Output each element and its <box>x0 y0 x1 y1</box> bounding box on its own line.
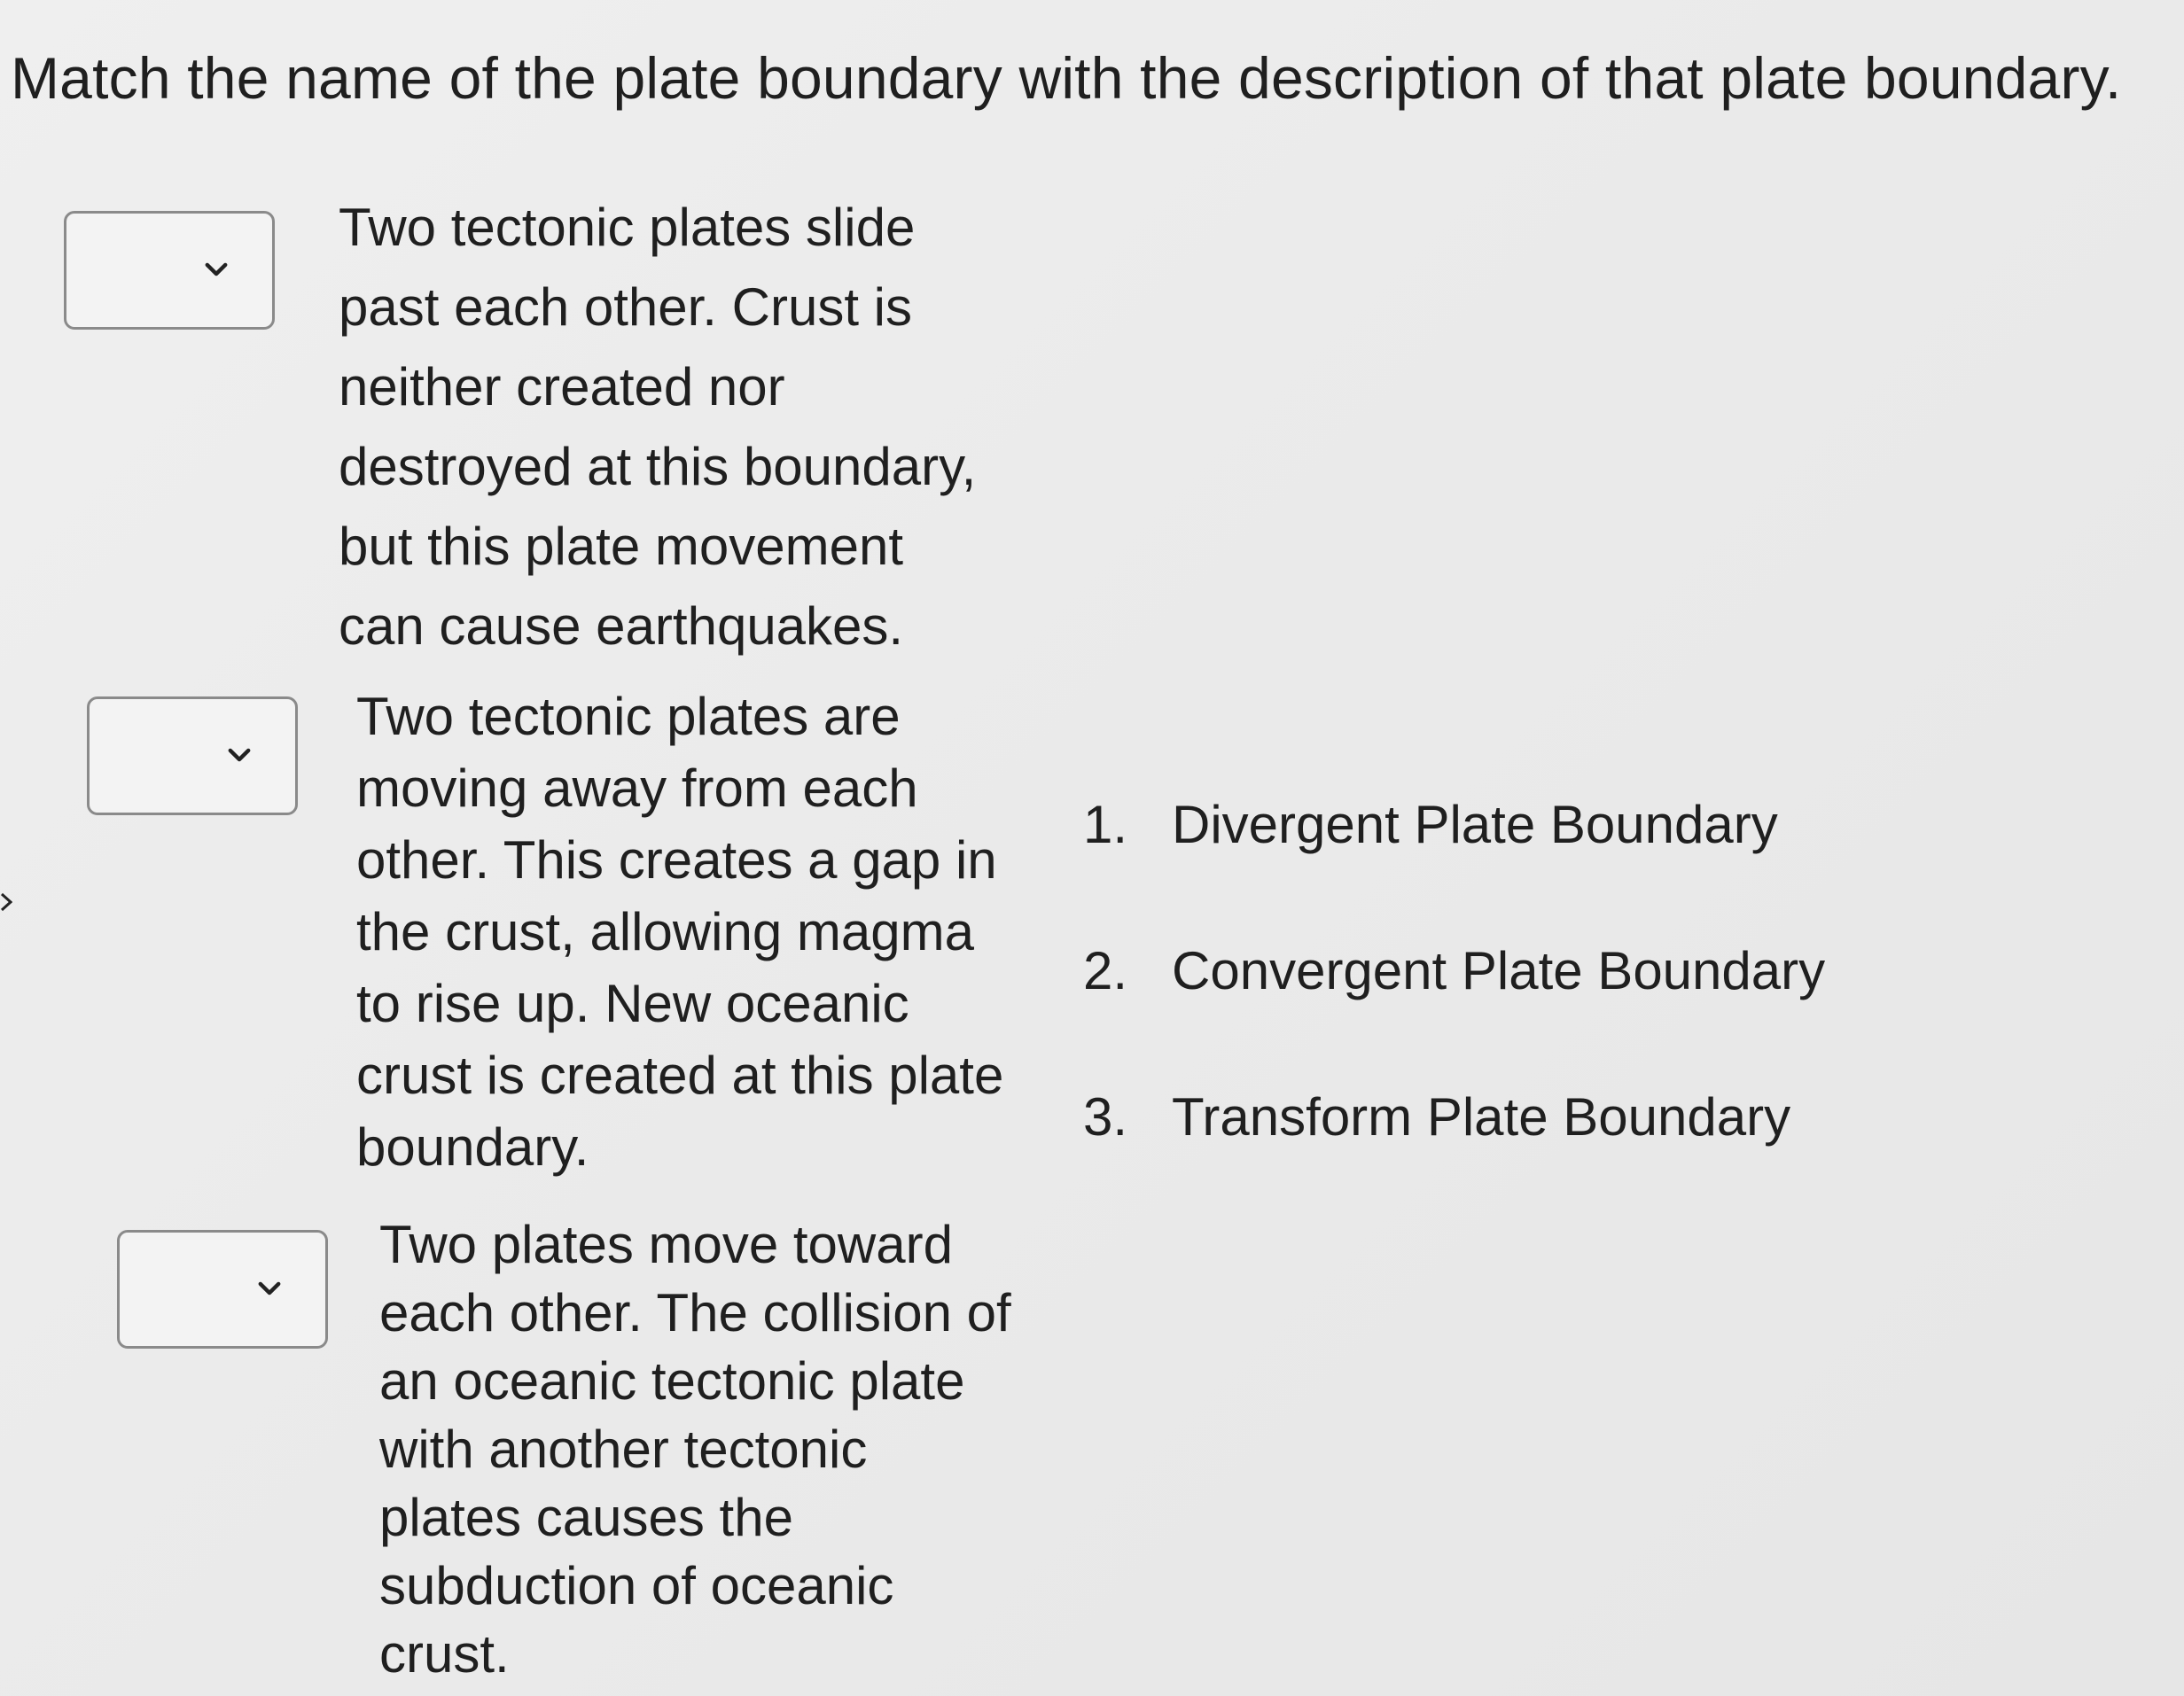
question-prompt: Match the name of the plate boundary with the description of that plate boundary. <box>11 45 2122 111</box>
cursor-arrow-icon <box>0 886 12 906</box>
option-item <box>1083 940 1825 1086</box>
answer-options-list <box>1083 794 1825 1233</box>
description-2: Two tectonic plates are moving away from each other. This creates a gap in the crust, allowing magma to rise up. New oceanic crust is created at this plate boundary. <box>356 687 1004 1177</box>
answer-dropdown-1[interactable] <box>64 211 275 330</box>
option-label: Convergent Plate Boundary <box>1172 941 1826 1000</box>
option-label: Transform Plate Boundary <box>1172 1087 1791 1147</box>
description-3: Two plates move toward each other. The collision of an oceanic tectonic plate with another tectonic plates causes the subduction of oceanic crust. <box>379 1215 1011 1684</box>
answer-dropdown-2[interactable] <box>87 696 298 815</box>
option-label: Divergent Plate Boundary <box>1172 795 1778 854</box>
option-number: 2. <box>1083 941 1128 1000</box>
answer-dropdown-3[interactable] <box>117 1230 328 1349</box>
option-item <box>1083 794 1825 940</box>
option-number: 3. <box>1083 1087 1128 1147</box>
option-number: 1. <box>1083 795 1128 854</box>
option-item <box>1083 1086 1825 1233</box>
description-1: Two tectonic plates slide past each other. Crust is neither created nor destroyed at this boundary, but this plate movement can cause earthquakes. <box>339 198 977 656</box>
